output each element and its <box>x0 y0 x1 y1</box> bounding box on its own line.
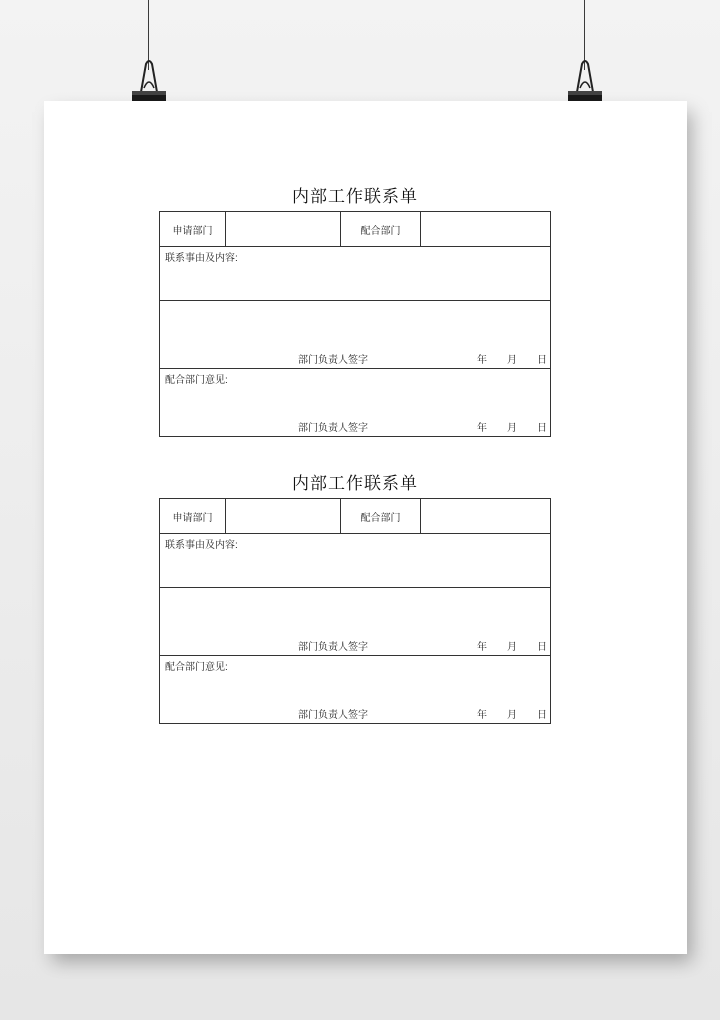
date-year-label: 年 <box>477 710 487 721</box>
coop-dept-field[interactable] <box>421 499 550 533</box>
coop-dept-field[interactable] <box>421 212 550 246</box>
date-year-label: 年 <box>477 642 487 653</box>
date-year-label: 年 <box>477 423 487 434</box>
form-title: 内部工作联系单 <box>292 474 418 493</box>
opinion-label: 配合部门意见: <box>165 662 228 673</box>
date-day-label: 日 <box>537 355 547 366</box>
date-day-label: 日 <box>537 710 547 721</box>
content-label: 联系事由及内容: <box>165 540 238 551</box>
content-label: 联系事由及内容: <box>165 253 238 264</box>
opinion-label: 配合部门意见: <box>165 375 228 386</box>
apply-dept-label: 申请部门 <box>160 499 226 533</box>
apply-dept-field[interactable] <box>226 212 341 246</box>
date-month-label: 月 <box>507 710 517 721</box>
signature-label: 部门负责人签字 <box>298 642 368 653</box>
date-month-label: 月 <box>507 355 517 366</box>
opinion-field[interactable] <box>160 656 550 723</box>
apply-dept-label: 申请部门 <box>160 212 226 246</box>
apply-dept-field[interactable] <box>226 499 341 533</box>
date-year-label: 年 <box>477 355 487 366</box>
date-day-label: 日 <box>537 642 547 653</box>
signature-label: 部门负责人签字 <box>298 423 368 434</box>
signature-row[interactable] <box>160 588 550 656</box>
date-month-label: 月 <box>507 423 517 434</box>
form-table <box>159 211 551 437</box>
department-row <box>160 212 550 247</box>
content-field[interactable] <box>160 534 550 588</box>
signature-row[interactable] <box>160 301 550 369</box>
contact-form <box>159 470 551 724</box>
form-title: 内部工作联系单 <box>292 187 418 206</box>
paper-sheet <box>44 101 687 954</box>
contact-form <box>159 183 551 437</box>
date-month-label: 月 <box>507 642 517 653</box>
form-table <box>159 498 551 724</box>
opinion-field[interactable] <box>160 369 550 436</box>
signature-label: 部门负责人签字 <box>298 355 368 366</box>
content-field[interactable] <box>160 247 550 301</box>
coop-dept-label: 配合部门 <box>341 499 421 533</box>
date-day-label: 日 <box>537 423 547 434</box>
department-row <box>160 499 550 534</box>
coop-dept-label: 配合部门 <box>341 212 421 246</box>
signature-label: 部门负责人签字 <box>298 710 368 721</box>
